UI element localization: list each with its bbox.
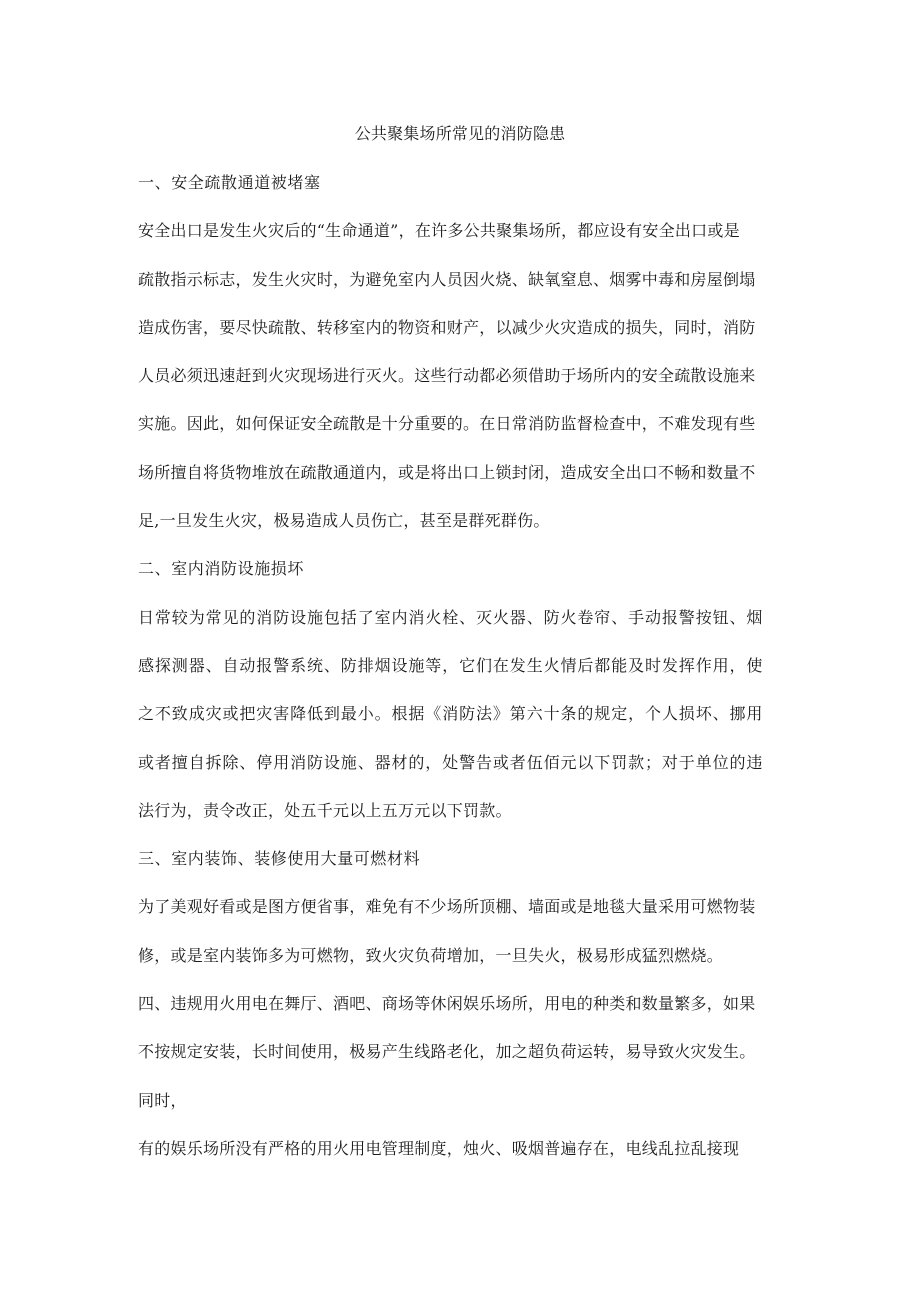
paragraph-line: 修，或是室内装饰多为可燃物，致火灾负荷增加，一旦失火，极易形成猛烈燃烧。 [138, 945, 724, 965]
document-title: 公共聚集场所常见的消防隐患 [354, 124, 566, 143]
paragraph-line: 足,一旦发生火灾，极易造成人员伤亡，甚至是群死群伤。 [138, 511, 550, 531]
paragraph-line: 有的娱乐场所没有严格的用火用电管理制度，烛火、吸烟普遍存在，电线乱拉乱接现 [138, 1138, 740, 1158]
paragraph-line: 实施。因此，如何保证安全疏散是十分重要的。在日常消防监督检查中，不难发现有些 [138, 414, 756, 434]
paragraph-line: 造成伤害，要尽快疏散、转移室内的物资和财产，以减少火灾造成的损失，同时，消防 [138, 317, 756, 337]
paragraph-line: 不按规定安装，长时间使用，极易产生线路老化，加之超负荷运转，易导致火灾发生。 [138, 1042, 756, 1062]
section-heading-3: 三、室内装饰、装修使用大量可燃材料 [138, 849, 421, 869]
paragraph-line: 人员必须迅速赶到火灾现场进行灭火。这些行动都必须借助于场所内的安全疏散设施来 [138, 366, 756, 386]
section-heading-2: 二、室内消防设施损坏 [138, 559, 305, 579]
document-body [138, 171, 808, 1185]
section-heading-4-line: 四、违规用火用电在舞厅、酒吧、商场等休闲娱乐场所，用电的种类和数量繁多，如果 [138, 994, 756, 1014]
paragraph-line: 为了美观好看或是图方便省事，难免有不少场所顶棚、墙面或是地毯大量采用可燃物装 [138, 897, 756, 917]
paragraph-line: 法行为，责令改正，处五千元以上五万元以下罚款。 [138, 800, 512, 820]
paragraph-line: 感探测器、自动报警系统、防排烟设施等，它们在发生火情后都能及时发挥作用，使 [138, 655, 764, 675]
paragraph-line: 或者擅自拆除、停用消防设施、器材的，处警告或者伍佰元以下罚款；对于单位的违 [138, 752, 764, 772]
paragraph-line: 疏散指示标志，发生火灾时，为避免室内人员因火烧、缺氧窒息、烟雾中毒和房屋倒塌 [138, 269, 756, 289]
paragraph-line: 同时， [138, 1090, 187, 1110]
paragraph-line: 日常较为常见的消防设施包括了室内消火栓、灭火器、防火卷帘、手动报警按钮、烟 [138, 607, 764, 627]
paragraph-line: 场所擅自将货物堆放在疏散通道内，或是将出口上锁封闭，造成安全出口不畅和数量不 [138, 462, 756, 482]
paragraph-line: 之不致成灾或把灾害降低到最小。根据《消防法》第六十条的规定，个人损坏、挪用 [138, 704, 764, 724]
section-heading-1: 一、安全疏散通道被堵塞 [138, 173, 321, 192]
paragraph-line: 安全出口是发生火灾后的“生命通道”，在许多公共聚集场所，都应设有安全出口或是 [138, 221, 740, 241]
